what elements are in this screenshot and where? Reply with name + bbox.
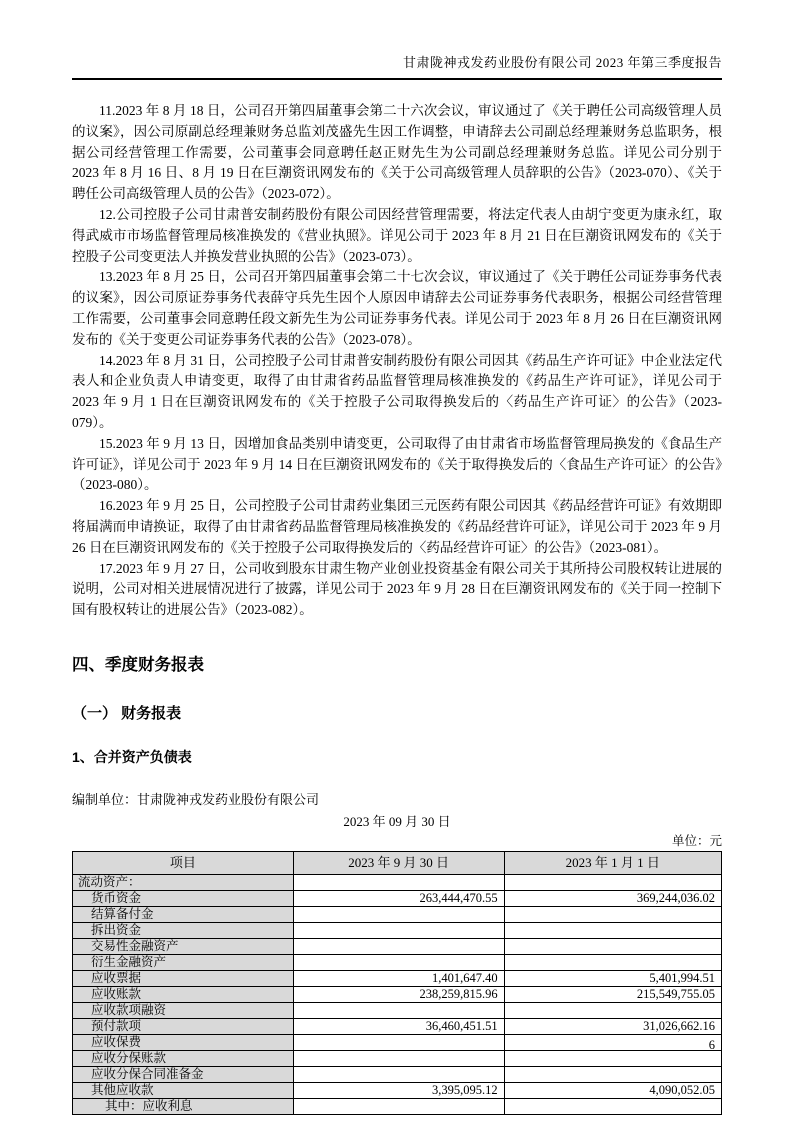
- unit-label: 单位：元: [671, 833, 722, 848]
- item-cell: 交易性金融资产: [73, 938, 294, 954]
- item-cell: 应收保费: [73, 1034, 294, 1050]
- value-cell-prior-period: [504, 1034, 721, 1050]
- value-cell-prior-period: 4,090,052.05: [504, 1082, 721, 1098]
- table-header-row: [73, 851, 722, 874]
- paragraph: 11.2023 年 8 月 18 日，公司召开第四届董事会第二十六次会议，审议通过了《关于聘任公司高级管理人员的议案》，因公司原副总经理兼财务总监刘茂盛先生因工作调整，申请辞去公司副总经理兼财务总监职务，根据公司经营管理工作需要，公司董事会同意聘任赵正财先生为公司副总经理兼财务总监。详见公司分别于 2023 年 8 月 16 日、8 月 19 日在巨潮资讯网发布的《关于公司高级管理人员辞职的公告》（2023-070）、《关于聘任公司高级管理人员的公告》（2023-072）。: [72, 103, 722, 202]
- prepared-by-line: 编制单位：甘肃陇神戎发药业股份有限公司: [72, 791, 320, 807]
- value-cell-current-period: 238,259,815.96: [293, 986, 504, 1002]
- value-cell-current-period: [293, 1066, 504, 1082]
- table-row: [73, 986, 722, 1002]
- table-row: [73, 1050, 722, 1066]
- value-cell-prior-period: 31,026,662.16: [504, 1018, 721, 1034]
- value-cell-prior-period: 215,549,755.05: [504, 986, 721, 1002]
- table-row: [73, 1082, 722, 1098]
- column-header-prior-period: 2023 年 1 月 1 日: [504, 851, 721, 874]
- item-cell: 应收分保合同准备金: [73, 1066, 294, 1082]
- value-cell-current-period: [293, 922, 504, 938]
- table-row: [73, 890, 722, 906]
- item-cell: 预付款项: [73, 1018, 294, 1034]
- item-cell: 其中：应收利息: [73, 1098, 294, 1114]
- item-cell: 拆出资金: [73, 922, 294, 938]
- table-row: [73, 922, 722, 938]
- table-row: [73, 970, 722, 986]
- value-cell-current-period: 36,460,451.51: [293, 1018, 504, 1034]
- value-cell-prior-period: [504, 874, 721, 890]
- item-cell: 衍生金融资产: [73, 954, 294, 970]
- value-cell-current-period: [293, 954, 504, 970]
- section-heading-financial-statements: （一） 财务报表: [72, 704, 182, 722]
- statement-date: 2023 年 09 月 30 日: [343, 813, 451, 829]
- value-cell-current-period: [293, 1098, 504, 1114]
- value-cell-prior-period: [504, 938, 721, 954]
- table-row: [73, 1018, 722, 1034]
- table-row: [73, 954, 722, 970]
- value-cell-current-period: 3,395,095.12: [293, 1082, 504, 1098]
- paragraph: 12.公司控股子公司甘肃普安制药股份有限公司因经营管理需要，将法定代表人由胡宁变更为康永红，取得武威市市场监督管理局核准换发的《营业执照》。详见公司于 2023 年 8 月 21 日在巨潮资讯网发布的《关于控股子公司变更法人并换发营业执照的公告》（2023-073）。: [72, 206, 722, 264]
- paragraph: 16.2023 年 9 月 25 日，公司控股子公司甘肃药业集团三元医药有限公司因其《药品经营许可证》有效期即将届满而申请换证，取得了由甘肃省药品监督管理局核准换发的《药品经营许可证》，详见公司于 2023 年 9 月 26 日在巨潮资讯网发布的《关于控股子公司取得换发后的〈药品经营许可证〉的公告》（2023-081）。: [72, 498, 722, 555]
- paragraph: 13.2023 年 8 月 25 日，公司召开第四届董事会第二十七次会议，审议通过了《关于聘任公司证券事务代表的议案》，因公司原证券事务代表薛守兵先生因个人原因申请辞去公司证券事务代表职务，根据公司经营管理工作需要，公司董事会同意聘任段文新先生为公司证券事务代表。详见公司于 2023 年 8 月 26 日在巨潮资讯网发布的《关于变更公司证券事务代表的公告》（2023-078）。: [72, 269, 722, 347]
- value-cell-prior-period: 5,401,994.51: [504, 970, 721, 986]
- page-header-title: 甘肃陇神戎发药业股份有限公司 2023 年第三季度报告: [72, 52, 722, 80]
- value-cell-current-period: [293, 906, 504, 922]
- item-cell: 应收账款: [73, 986, 294, 1002]
- value-cell-current-period: [293, 1050, 504, 1066]
- paragraph: 14.2023 年 8 月 31 日，公司控股子公司甘肃普安制药股份有限公司因其《药品生产许可证》中企业法定代表人和企业负责人申请变更，取得了由甘肃省药品监督管理局核准换发的《药品生产许可证》，详见公司于 2023 年 9 月 1 日在巨潮资讯网发布的《关于控股子公司取得换发后的〈药品生产许可证〉的公告》（2023-079）。: [72, 352, 722, 430]
- value-cell-prior-period: [504, 1066, 721, 1082]
- section-heading-consolidated-balance-sheet: 1、合并资产负债表: [72, 748, 192, 765]
- value-cell-current-period: 1,401,647.40: [293, 970, 504, 986]
- item-cell: 货币资金: [73, 890, 294, 906]
- balance-sheet-table: [72, 851, 722, 1115]
- item-cell: 应收分保账款: [73, 1050, 294, 1066]
- table-row: [73, 1066, 722, 1082]
- table-row: [73, 938, 722, 954]
- table-row: [73, 874, 722, 890]
- item-cell: 流动资产：: [73, 874, 294, 890]
- balance-sheet-body: [73, 874, 722, 1114]
- value-cell-current-period: [293, 938, 504, 954]
- value-cell-current-period: [293, 1002, 504, 1018]
- value-cell-prior-period: 369,244,036.02: [504, 890, 721, 906]
- section-heading-quarterly-financial-statements: 四、季度财务报表: [72, 655, 204, 674]
- value-cell-current-period: [293, 874, 504, 890]
- paragraph: 17.2023 年 9 月 27 日，公司收到股东甘肃生物产业创业投资基金有限公司关于其所持公司股权转让进展的说明，公司对相关进展情况进行了披露，详见公司于 2023 年 9 月 28 日在巨潮资讯网发布的《关于同一控制下国有股权转让的进展公告》（2023-082）。: [72, 560, 722, 618]
- value-cell-prior-period: [504, 906, 721, 922]
- page-number: 6: [708, 1038, 715, 1052]
- column-header-current-period: 2023 年 9 月 30 日: [293, 851, 504, 874]
- value-cell-prior-period: [504, 922, 721, 938]
- value-cell-current-period: [293, 1034, 504, 1050]
- item-cell: 结算备付金: [73, 906, 294, 922]
- item-cell: 应收票据: [73, 970, 294, 986]
- item-cell: 应收款项融资: [73, 1002, 294, 1018]
- table-row: [73, 906, 722, 922]
- value-cell-prior-period: [504, 1050, 721, 1066]
- item-cell: 其他应收款: [73, 1082, 294, 1098]
- value-cell-prior-period: [504, 1098, 721, 1114]
- value-cell-current-period: 263,444,470.55: [293, 890, 504, 906]
- table-row: [73, 1034, 722, 1050]
- value-cell-prior-period: [504, 954, 721, 970]
- paragraph: 15.2023 年 9 月 13 日，因增加食品类别申请变更，公司取得了由甘肃省市场监督管理局换发的《食品生产许可证》，详见公司于 2023 年 9 月 14 日在巨潮资讯网发布的《关于取得换发后的〈食品生产许可证〉的公告》（2023-080）。: [72, 435, 722, 493]
- table-row: [73, 1002, 722, 1018]
- table-row: [73, 1098, 722, 1114]
- paragraphs: [72, 101, 722, 621]
- column-header-item: 项目: [73, 851, 294, 874]
- value-cell-prior-period: [504, 1002, 721, 1018]
